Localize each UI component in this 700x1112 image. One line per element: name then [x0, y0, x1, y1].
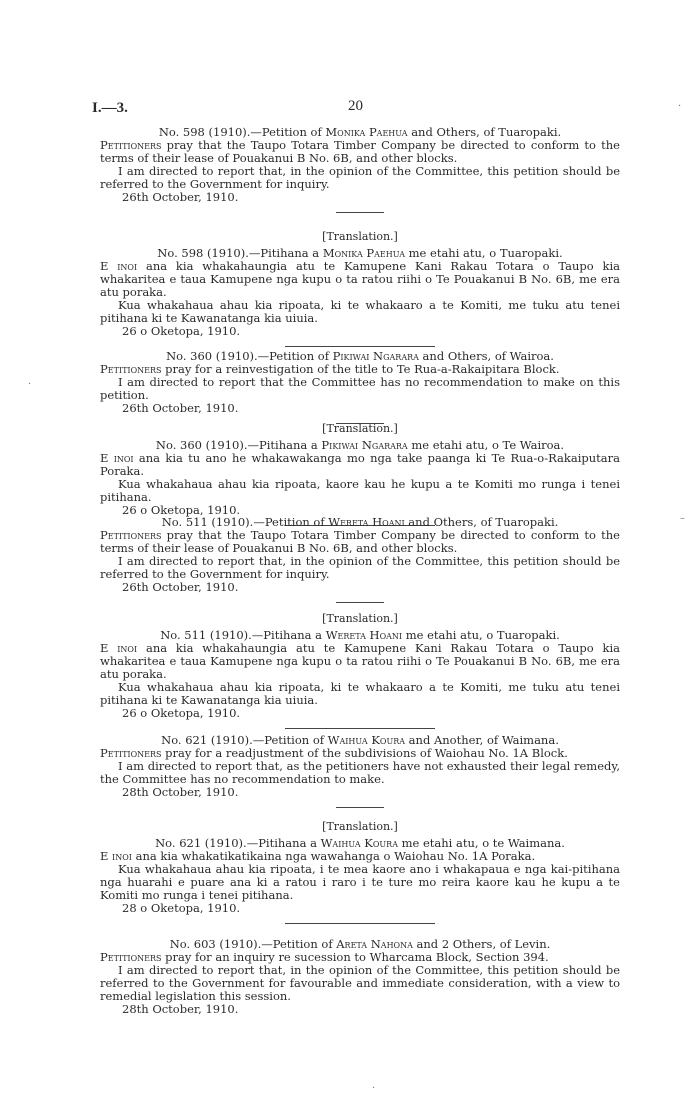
- petition-title: No. 511 (1910).—Pitihana a Wereta Hoani me etahi atu, o Tuaropaki.: [160, 628, 560, 642]
- report-date: 26 o Oketopa, 1910.: [122, 706, 241, 720]
- committee-report: Kua whakahaua ahau kia ripoata, i te mea kaore ano i whakapaua e nga kai-pitihana nga huarahi e puare ana ki a ratou i raro i te ture mo reira kaore kau he kupu a te Komiti mo runga i tenei pitihana.: [100, 862, 620, 902]
- committee-report: Kua whakahaua ahau kia ripoata, ki te whakaaro a te Komiti, me tuku atu tenei pitihana ki te Kawanatanga kia uiuia.: [100, 680, 620, 707]
- committee-report: I am directed to report that, as the petitioners have not exhausted their legal remedy, the Committee has no recommendation to make.: [100, 759, 620, 786]
- report-date: 26th October, 1910.: [122, 580, 239, 594]
- translation-heading: [Translation.]: [322, 230, 398, 243]
- committee-report: Kua whakahaua ahau kia ripoata, ki te whakaaro a te Komiti, me tuku atu tenei pitihana ki te Kawanatanga kia uiuia.: [100, 298, 620, 325]
- petition-prayer: Petitioners pray that the Taupo Totara Timber Company be directed to conform to the terms of their lease of Pouakanui B No. 6B, and other blocks.: [100, 528, 620, 555]
- petition-prayer: Petitioners pray that the Taupo Totara Timber Company be directed to conform to the terms of their lease of Pouakanui B No. 6B, and other blocks.: [100, 138, 620, 165]
- report-date: 26th October, 1910.: [122, 401, 239, 415]
- petition-511-english: [100, 516, 620, 603]
- petition-621-translation: [100, 820, 620, 924]
- petition-621-english: [100, 734, 620, 808]
- report-date: 28th October, 1910.: [122, 785, 239, 799]
- translation-heading: [Translation.]: [322, 612, 398, 625]
- scan-speck: ·: [28, 379, 32, 390]
- scan-speck: ·: [372, 1083, 376, 1094]
- petition-title: No. 511 (1910).—Petition of Wereta Hoani and Others, of Tuaropaki.: [161, 515, 559, 529]
- report-date: 26 o Oketopa, 1910.: [122, 503, 241, 517]
- report-date: 28 o Oketopa, 1910.: [122, 901, 241, 915]
- petition-title: No. 603 (1910).—Petition of Areta Nahona and 2 Others, of Levin.: [169, 937, 551, 951]
- scan-speck: ·: [678, 101, 682, 112]
- committee-report: I am directed to report that, in the opinion of the Committee, this petition should be referred to the Government for inquiry.: [100, 554, 620, 581]
- parliamentary-paper-ref: I.—3.: [92, 100, 128, 116]
- petition-598-translation: [100, 230, 620, 347]
- petition-603-english: [100, 938, 620, 1016]
- section-divider: [336, 602, 384, 603]
- section-divider: [336, 807, 384, 808]
- committee-report: I am directed to report that, in the opinion of the Committee, this petition should be referred to the Government for favourable and immediate consideration, with a view to remedial legislation this session.: [100, 963, 620, 1003]
- section-divider: [285, 728, 435, 729]
- petition-360-english: [100, 350, 620, 424]
- page-number: 20: [348, 98, 363, 114]
- committee-report: Kua whakahaua ahau kia ripoata, kaore kau he kupu a te Komiti mo runga i tenei pitihana.: [100, 477, 620, 504]
- petition-title: No. 598 (1910).—Petition of Monika Paehua and Others, of Tuaropaki.: [158, 125, 562, 139]
- petition-598-english: [100, 126, 620, 213]
- petition-prayer: Petitioners pray for a reinvestigation of the title to Te Rua-a-Rakaipitara Block.: [100, 362, 560, 376]
- report-date: 26th October, 1910.: [122, 190, 239, 204]
- petition-title: No. 360 (1910).—Pitihana a Pikiwai Ngarara me etahi atu, o Te Wairoa.: [155, 438, 565, 452]
- petition-360-translation: [100, 422, 620, 526]
- section-divider: [336, 212, 384, 213]
- committee-report: I am directed to report that, in the opinion of the Committee, this petition should be referred to the Government for inquiry.: [100, 164, 620, 191]
- report-date: 28th October, 1910.: [122, 1002, 239, 1016]
- petition-prayer: E inoi ana kia tu ano he whakawakanga mo nga take paanga ki Te Rua-o-Rakaiputara Poraka.: [100, 451, 620, 478]
- report-date: 26 o Oketopa, 1910.: [122, 324, 241, 338]
- petition-prayer: E inoi ana kia whakahaungia atu te Kamupene Kani Rakau Totara o Taupo kia whakaritea e taua Kamupene nga kupu o ta ratou riihi o Te Pouakanui B No. 6B, me era atu poraka.: [100, 641, 620, 681]
- petition-prayer: Petitioners pray for an inquiry re sucession to Wharcama Block, Section 394.: [100, 950, 549, 964]
- petition-title: No. 621 (1910).—Pitihana a Waihua Koura me etahi atu, o te Waimana.: [155, 836, 565, 850]
- section-divider: [285, 923, 435, 924]
- petition-prayer: E inoi ana kia whakatikatikaina nga wawahanga o Waiohau No. 1A Poraka.: [100, 849, 536, 863]
- petition-title: No. 360 (1910).—Petition of Pikiwai Ngarara and Others, of Wairoa.: [166, 349, 554, 363]
- section-divider: [285, 346, 435, 347]
- petition-prayer: Petitioners pray for a readjustment of the subdivisions of Waiohau No. 1A Block.: [100, 746, 568, 760]
- translation-heading: [Translation.]: [322, 422, 398, 435]
- petition-title: No. 621 (1910).—Petition of Waihua Koura and Another, of Waimana.: [161, 733, 559, 747]
- scan-speck: –: [680, 513, 685, 524]
- committee-report: I am directed to report that the Committee has no recommendation to make on this petition.: [100, 375, 620, 402]
- petition-511-translation: [100, 612, 620, 729]
- translation-heading: [Translation.]: [322, 820, 398, 833]
- petition-title: No. 598 (1910).—Pitihana a Monika Paehua me etahi atu, o Tuaropaki.: [157, 246, 563, 260]
- petition-prayer: E inoi ana kia whakahaungia atu te Kamupene Kani Rakau Totara o Taupo kia whakaritea e taua Kamupene nga kupu o ta ratou riihi o Te Pouakanui B No. 6B, me era atu poraka.: [100, 259, 620, 299]
